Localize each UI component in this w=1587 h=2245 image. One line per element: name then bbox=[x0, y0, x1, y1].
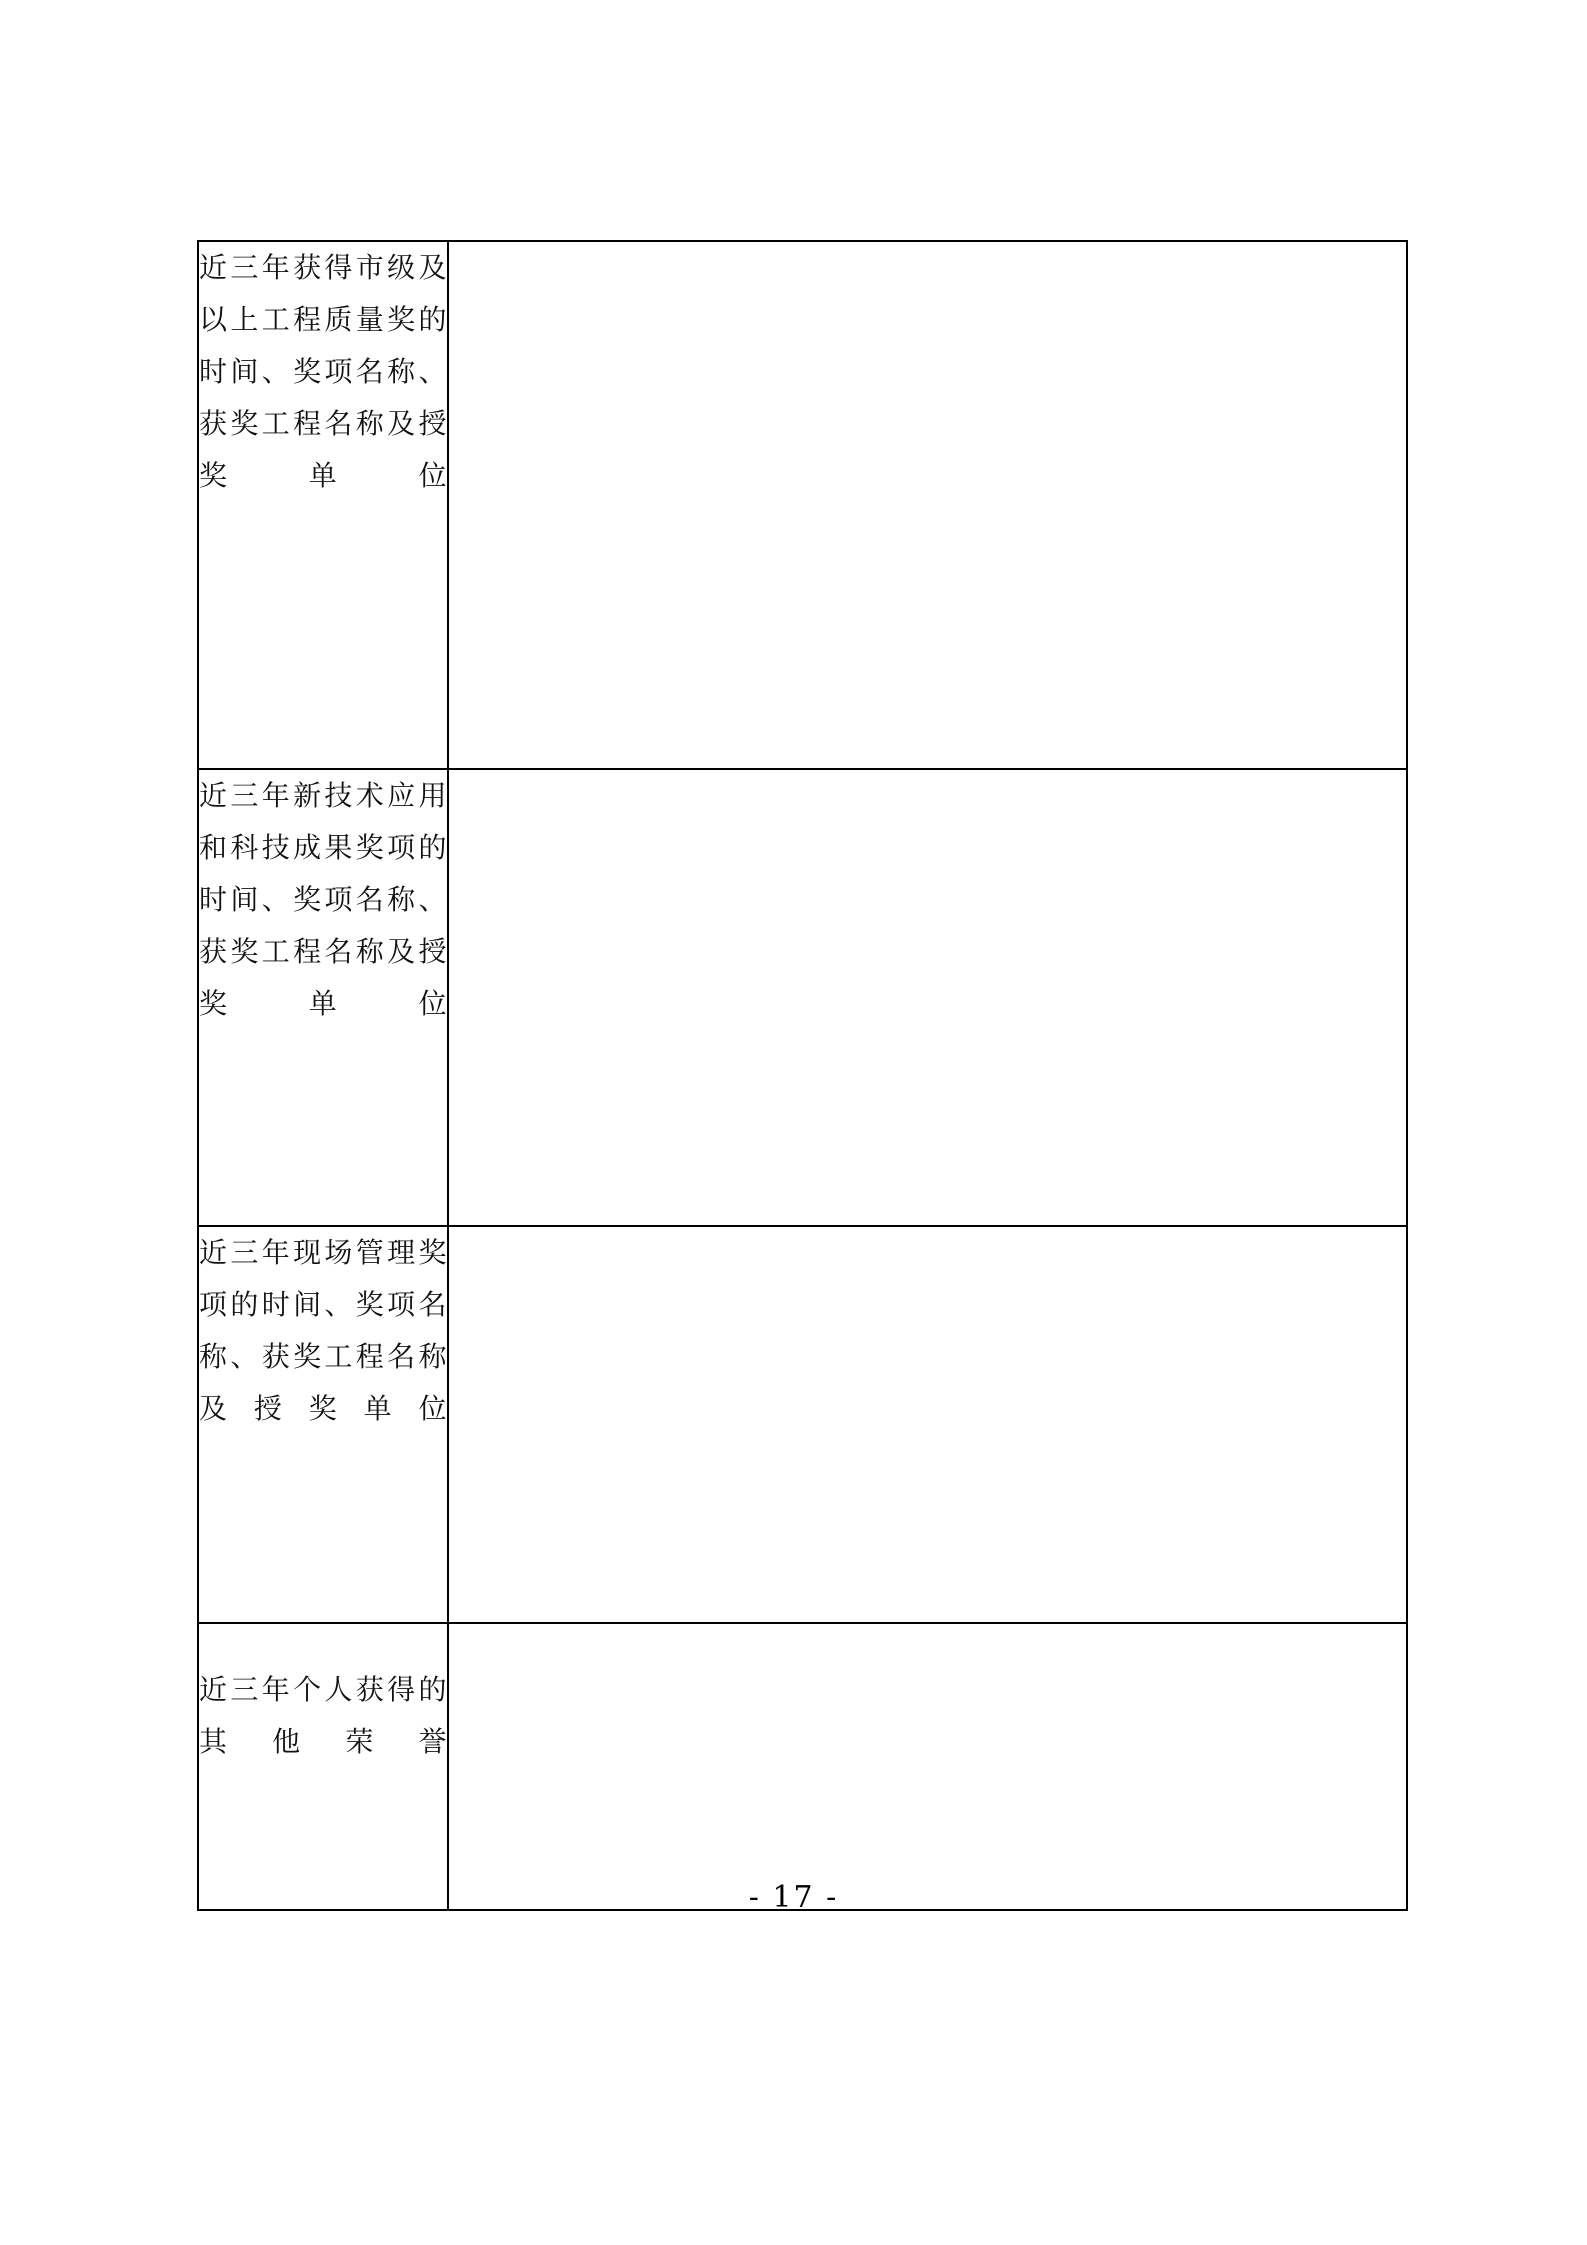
table-row bbox=[198, 1226, 1407, 1623]
row-label-cell bbox=[198, 241, 448, 769]
row-label-cell bbox=[198, 769, 448, 1226]
table-row bbox=[198, 1623, 1407, 1910]
table-row bbox=[198, 241, 1407, 769]
row-label-text: 近三年现场管理奖项的时间、奖项名称、获奖工程名称及授奖单位 bbox=[199, 1236, 447, 1425]
row-value-cell[interactable] bbox=[448, 1226, 1407, 1623]
page-number: - 17 - bbox=[748, 1880, 839, 1915]
row-label-cell bbox=[198, 1623, 448, 1910]
row-value-cell[interactable] bbox=[448, 769, 1407, 1226]
row-label-text: 近三年个人获得的其他荣誉 bbox=[199, 1673, 447, 1758]
row-value-cell[interactable] bbox=[448, 1623, 1407, 1910]
row-label-text: 近三年新技术应用和科技成果奖项的时间、奖项名称、获奖工程名称及授奖单位 bbox=[199, 779, 447, 1020]
form-table-container bbox=[197, 240, 1402, 1911]
table-row bbox=[198, 769, 1407, 1226]
award-information-table bbox=[197, 240, 1408, 1911]
row-label-text: 近三年获得市级及以上工程质量奖的时间、奖项名称、获奖工程名称及授奖单位 bbox=[199, 251, 447, 492]
row-value-cell[interactable] bbox=[448, 241, 1407, 769]
row-label-cell bbox=[198, 1226, 448, 1623]
